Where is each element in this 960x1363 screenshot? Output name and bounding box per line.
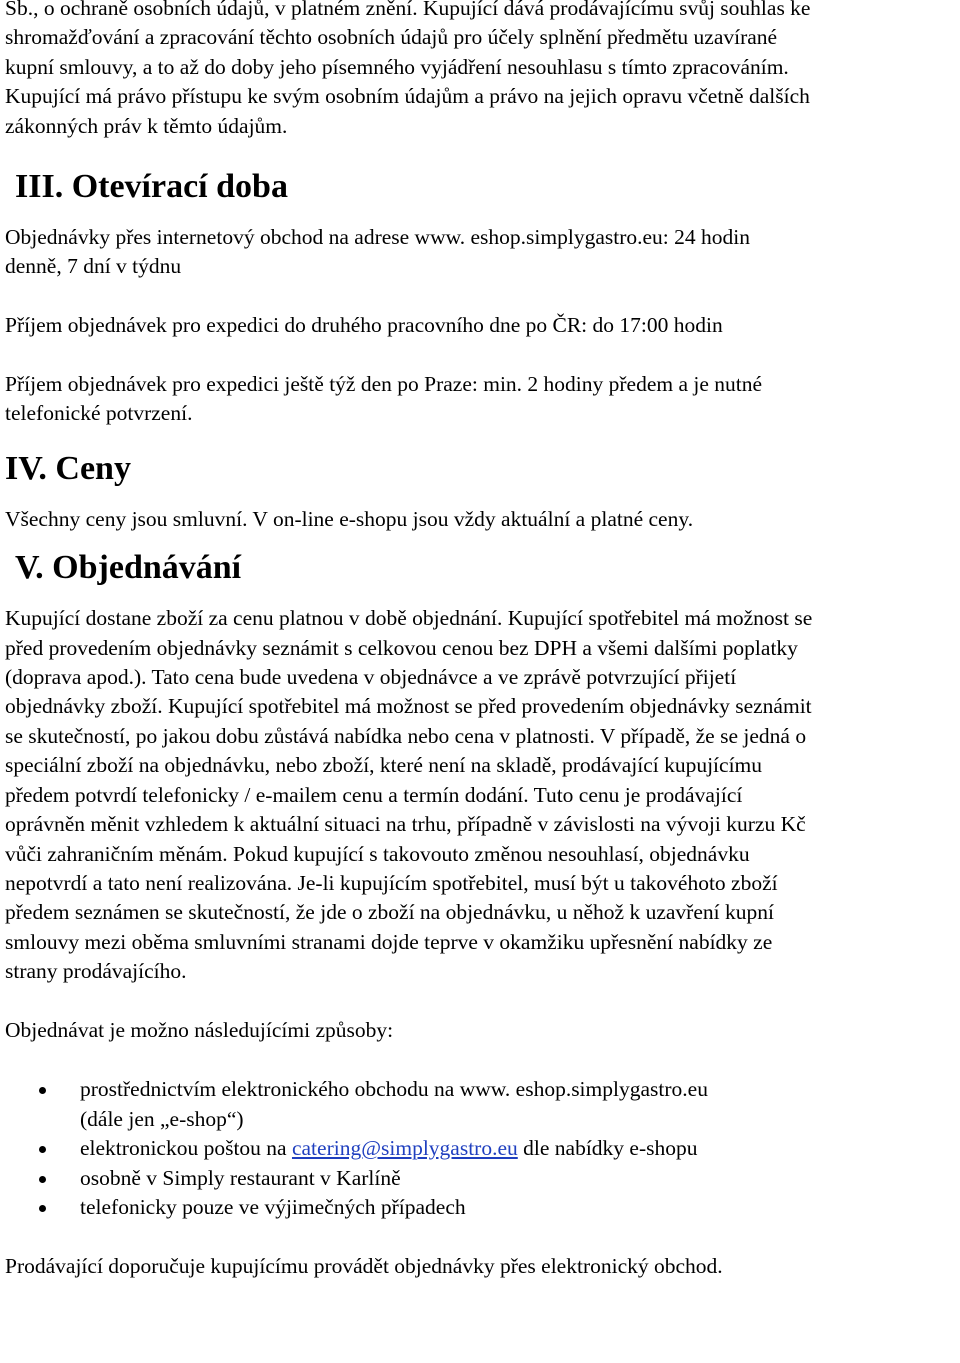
receipt-cr-paragraph [5, 311, 955, 340]
ordering-paragraph [5, 604, 955, 986]
bullet-icon [39, 1146, 46, 1153]
text-line: speciální zboží na objednávku, nebo zboží, které není na skladě, prodávající kupujícímu [5, 753, 763, 778]
prices-paragraph [5, 505, 955, 534]
text-line: smlouvy mezi oběma smluvními stranami dojde teprve v okamžiku upřesnění nabídky ze [5, 929, 773, 954]
text-line: předem seznámen se skutečností, že jde o zboží na objednávku, u něhož k uzavření kupní [5, 900, 774, 925]
text-line: Příjem objednávek pro expedici do druhého pracovního dne po ČR: do 17:00 hodin [5, 313, 723, 338]
list-item-in-person [5, 1164, 955, 1193]
recommendation-paragraph [5, 1252, 955, 1281]
list-item-phone [5, 1193, 955, 1222]
bullet-icon [39, 1205, 46, 1212]
text-line: Prodávající doporučuje kupujícímu provádět objednávky přes elektronický obchod. [5, 1253, 723, 1278]
bullet-icon [39, 1176, 46, 1183]
text-line: kupní smlouvy, a to až do doby jeho písemného vyjádření nesouhlasu s tímto zpracováním. [5, 54, 789, 79]
text-line: strany prodávajícího. [5, 959, 187, 984]
text-line: osobně v Simply restaurant v Karlíně [80, 1165, 401, 1190]
email-link[interactable]: catering@simplygastro.eu [291, 1136, 518, 1161]
text-line: Objednávky přes internetový obchod na adrese www. eshop.simplygastro.eu: 24 hodin [5, 225, 750, 250]
text-line: Objednávat je možno následujícími způsoby: [5, 1017, 394, 1042]
email-suffix-text: dle nabídky e-shopu [517, 1136, 698, 1161]
email-prefix-text: elektronickou poštou na [80, 1136, 292, 1161]
text-line: se skutečností, po jakou dobu zůstává nabídka nebo cena v platnosti. V případě, že se jedná o [5, 723, 807, 748]
section-heading-prices: IV. Ceny [5, 449, 131, 487]
text-line: oprávněn měnit vzhledem k aktuální situaci na trhu, případně v závislosti na vývoji kurzu Kč [5, 812, 806, 837]
text-line: předem potvrdí telefonicky / e-mailem cenu a termín dodání. Tuto cenu je prodávající [5, 782, 743, 807]
section-heading-ordering: V. Objednávání [15, 549, 242, 587]
text-line: denně, 7 dní v týdnu [5, 254, 182, 279]
text-line: před provedením objednávky seznámit s celkovou cenou bez DPH a všemi dalšími poplatky [5, 635, 798, 660]
text-line: nepotvrdí a tato není realizována. Je-li kupujícím spotřebitel, musí být u takovéhoto zboží [5, 870, 778, 895]
text-line: prostřednictvím elektronického obchodu na www. eshop.simplygastro.eu [80, 1077, 708, 1102]
text-line: shromažďování a zpracování těchto osobních údajů pro účely splnění předmětu uzavírané [5, 25, 778, 50]
text-line: (dále jen „e-shop“) [80, 1106, 244, 1131]
bullet-icon [39, 1087, 46, 1094]
text-line: Všechny ceny jsou smluvní. V on-line e-shopu jsou vždy aktuální a platné ceny. [5, 506, 694, 531]
text-line: (doprava apod.). Tato cena bude uvedena v objednávce a ve zprávě potvrzující přijetí [5, 665, 737, 690]
list-item-email [5, 1134, 955, 1163]
document-page [5, 0, 955, 1281]
text-line: objednávky zboží. Kupující spotřebitel má možnost se před provedením objednávky seznámit [5, 694, 812, 719]
text-line: Příjem objednávek pro expedici ještě týž den po Praze: min. 2 hodiny předem a je nutné [5, 372, 763, 397]
ordering-ways-list [5, 1075, 955, 1222]
section-heading-opening-hours: III. Otevírací doba [15, 168, 288, 206]
list-item-eshop [5, 1075, 955, 1134]
text-line: Kupující má právo přístupu ke svým osobním údajům a právo na jejich opravu včetně dalších [5, 84, 810, 109]
privacy-paragraph [5, 0, 955, 141]
text-line: telefonicky pouze ve výjimečných případech [80, 1194, 466, 1219]
text-line: telefonické potvrzení. [5, 401, 193, 426]
receipt-prague-paragraph [5, 370, 955, 429]
text-line: vůči zahraničním měnám. Pokud kupující s takovouto změnou nesouhlasí, objednávku [5, 841, 750, 866]
text-line: zákonných práv k těmto údajům. [5, 113, 288, 138]
orders-paragraph [5, 223, 955, 282]
ordering-ways-intro [5, 1016, 955, 1045]
text-line: Kupující dostane zboží za cenu platnou v době objednání. Kupující spotřebitel má možnost se [5, 606, 813, 631]
text-line: Sb., o ochraně osobních údajů, v platném znění. Kupující dává prodávajícímu svůj souhlas ke [5, 0, 811, 20]
